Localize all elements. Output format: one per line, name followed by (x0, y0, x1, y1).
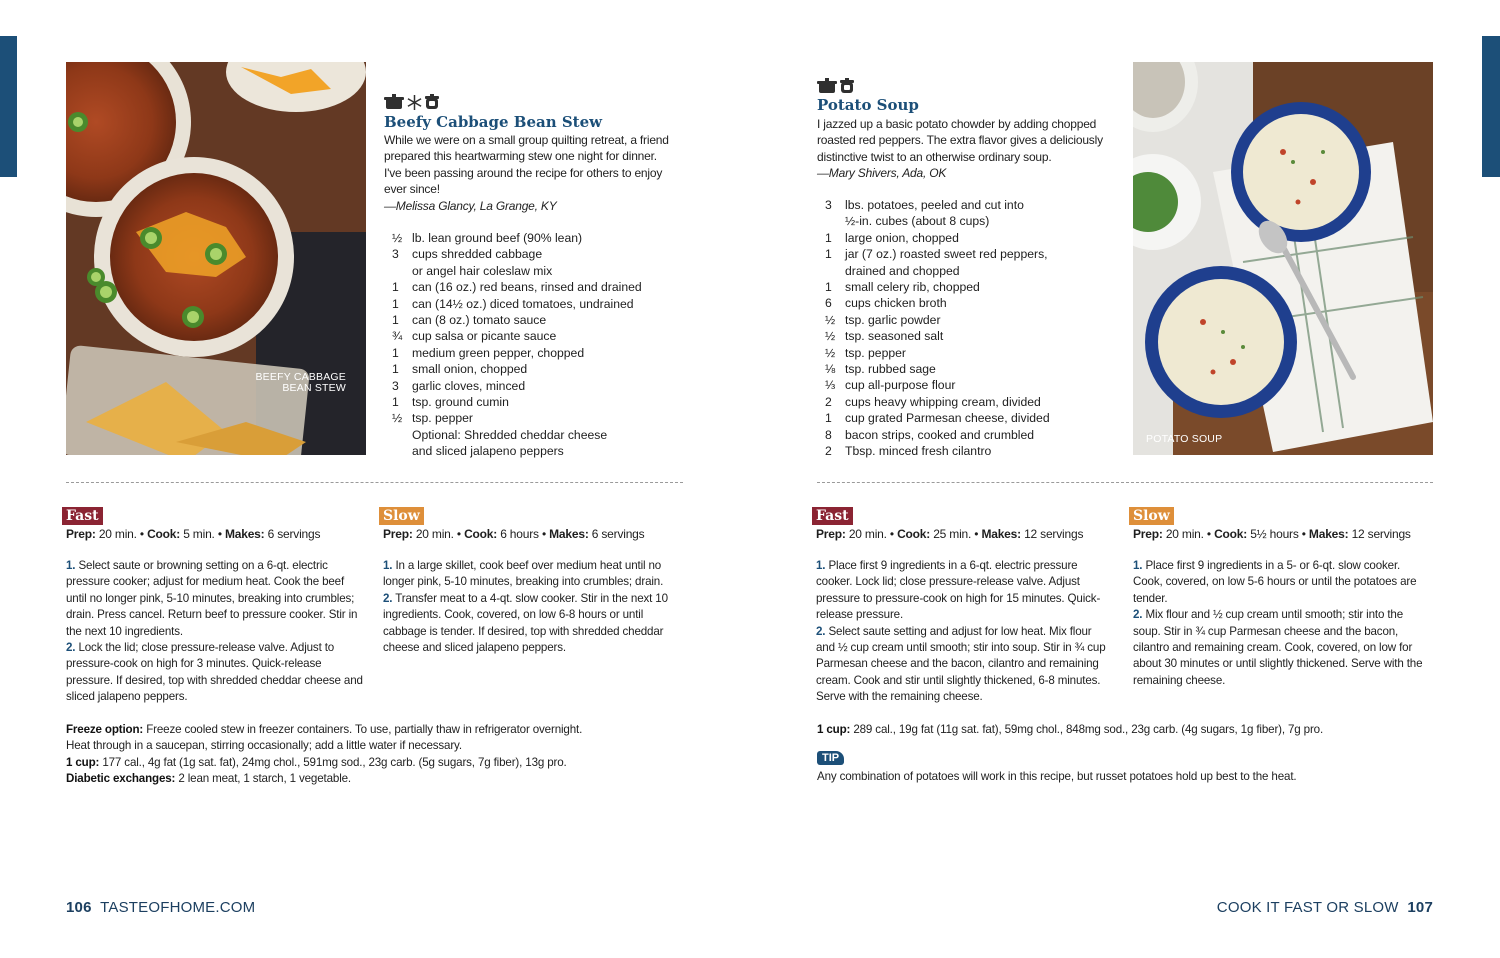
ingredient-row (817, 427, 1067, 443)
cook-label: Cook: (147, 527, 181, 541)
ingredient-text: cup salsa or picante sauce (412, 329, 557, 344)
ingredient-row (384, 279, 654, 295)
ingredient-text: tsp. ground cumin (412, 395, 509, 410)
slow-meta: Prep: 20 min. • Cook: 6 hours • Makes: 6 servings (383, 527, 645, 541)
ingredient-qty: ½ (825, 345, 836, 360)
ingredient-qty: 1 (825, 280, 832, 295)
left-divider (66, 482, 683, 483)
ingredient-text: lb. lean ground beef (90% lean) (412, 231, 583, 245)
step (1133, 607, 1431, 689)
prep-label: Prep: (383, 527, 413, 541)
fast-steps (66, 558, 366, 706)
ingredient-qty: 3 (825, 198, 832, 212)
cook-value: 5½ hours (1250, 527, 1299, 541)
ingredient-text: garlic cloves, minced (412, 378, 526, 393)
ingredient-row (817, 295, 1067, 311)
ingredient-row (817, 246, 1067, 279)
cook-label: Cook: (464, 527, 498, 541)
right-divider (817, 482, 1433, 483)
makes-value: 6 servings (591, 527, 645, 541)
step-number: 1. (1133, 559, 1143, 572)
step (383, 558, 683, 591)
prep-label: Prep: (816, 527, 846, 541)
ingredient-text: Optional: Shredded cheddar cheese and sliced jalapeno peppers (412, 427, 608, 459)
ingredient-row (817, 345, 1067, 361)
beef-stew-title: Beefy Cabbage Bean Stew (384, 113, 603, 131)
ingredient-text: cups chicken broth (845, 296, 947, 311)
ingredient-qty: ½ (392, 411, 403, 426)
step-text: Lock the lid; close pressure-release valve. Adjust to pressure-cook on high for 3 minutes. Quick-release pressure. If desired, top with shredded cheddar cheese and sliced jalapeno peppers. (66, 641, 363, 704)
slow-meta: Prep: 20 min. • Cook: 5½ hours • Makes: 12 servings (1133, 527, 1411, 541)
cook-value: 6 hours (500, 527, 539, 541)
pressure-cooker-icon (817, 78, 837, 94)
step (816, 558, 1108, 624)
ingredient-qty: 2 (825, 444, 832, 459)
slow-badge: Slow (379, 507, 424, 525)
step-number: 2. (1133, 608, 1143, 622)
fast-steps (816, 558, 1108, 706)
cook-value: 25 min. (933, 527, 972, 541)
ingredient-qty: 1 (392, 395, 399, 410)
intro-text: While we were on a small group quilting retreat, a friend prepared this heartwarming stew one night for dinner. I've been passing around the recipe for others to enjoy ever since! (384, 133, 669, 197)
ingredient-row (817, 328, 1067, 344)
slow-steps (1133, 558, 1431, 689)
running-head: TASTEOFHOME.COM (100, 899, 256, 916)
nutrition-text: 177 cal., 4g fat (1g sat. fat), 24mg chol., 591mg sod., 23g carb. (5g sugars, 7g fiber), 13g pro. (102, 755, 567, 769)
tip-badge: TIP (817, 751, 844, 765)
ingredient-row (817, 443, 1067, 459)
step-number: 1. (66, 559, 76, 572)
ingredient-qty: 1 (825, 411, 832, 426)
ingredient-row (817, 377, 1067, 393)
potato-soup-ingredients (817, 197, 1067, 460)
right-nutrition (817, 722, 1417, 738)
ingredient-qty: 3 (392, 247, 399, 262)
cook-label: Cook: (1214, 527, 1248, 541)
step-text: Transfer meat to a 4-qt. slow cooker. Stir in the next 10 ingredients. Cook, covered, on low 6-8 hours or until cabbage is tender. If desired, top with shredded cheddar cheese and sliced jalapeno peppers. (383, 591, 668, 655)
beef-stew-photo (66, 62, 366, 455)
page-number: 107 (1407, 899, 1433, 916)
ingredient-row (384, 427, 654, 460)
left-method-icons (384, 94, 439, 110)
ingredient-text: can (8 oz.) tomato sauce (412, 313, 547, 328)
ingredient-text: tsp. pepper (845, 345, 906, 360)
cook-label: Cook: (897, 527, 931, 541)
makes-value: 12 servings (1351, 527, 1411, 541)
makes-label: Makes: (549, 527, 589, 541)
left-folio (66, 899, 255, 917)
ingredient-text: small celery rib, chopped (845, 280, 980, 295)
ingredient-qty: 6 (825, 296, 832, 311)
ingredient-qty: ½ (392, 231, 403, 245)
ingredient-text: can (16 oz.) red beans, rinsed and drained (412, 280, 642, 295)
fast-meta: Prep: 20 min. • Cook: 25 min. • Makes: 12 servings (816, 527, 1084, 541)
right-edge-tab (1482, 36, 1500, 177)
ingredient-text: tsp. rubbed sage (845, 362, 936, 377)
ingredient-qty: 1 (392, 313, 399, 328)
ingredient-text: cup all-purpose flour (845, 378, 956, 393)
attribution: —Melissa Glancy, La Grange, KY (384, 198, 557, 213)
potato-soup-intro (817, 116, 1107, 182)
ingredient-qty: 1 (825, 230, 832, 245)
prep-label: Prep: (1133, 527, 1163, 541)
step (66, 558, 366, 640)
running-head: COOK IT FAST OR SLOW (1216, 899, 1399, 916)
cook-value: 5 min. (183, 527, 215, 541)
ingredient-qty: ⅓ (825, 378, 836, 393)
ingredient-qty: 1 (825, 247, 832, 262)
fast-badge: Fast (812, 507, 853, 525)
ingredient-row (384, 394, 654, 410)
fast-badge: Fast (62, 507, 103, 525)
fast-meta: Prep: 20 min. • Cook: 5 min. • Makes: 6 servings (66, 527, 321, 541)
ingredient-text: medium green pepper, chopped (412, 345, 585, 360)
ingredient-text: cups heavy whipping cream, divided (845, 394, 1041, 409)
freezer-snowflake-icon (407, 95, 422, 110)
pressure-cooker-icon (384, 94, 404, 110)
ingredient-text: large onion, chopped (845, 230, 959, 245)
slow-cooker-icon (425, 94, 439, 110)
slow-badge: Slow (1129, 507, 1174, 525)
step-number: 2. (383, 591, 393, 605)
nutrition-label: 1 cup: (66, 755, 100, 769)
ingredient-qty: ¾ (392, 329, 403, 344)
beef-stew-photo-caption: BEEFY CABBAGE BEAN STEW (255, 371, 346, 394)
ingredient-row (817, 361, 1067, 377)
step-number: 1. (816, 559, 826, 572)
makes-label: Makes: (1308, 527, 1349, 541)
ingredient-qty: ⅛ (825, 362, 836, 377)
ingredient-qty (384, 427, 412, 460)
potato-soup-photo (1133, 62, 1433, 455)
step-text: In a large skillet, cook beef over medium heat until no longer pink, 5-10 minutes, breaking into crumbles; drain. (383, 559, 664, 589)
step-number: 1. (383, 559, 393, 572)
prep-value: 20 min. (98, 527, 137, 541)
diabetic-exchanges (66, 771, 606, 787)
step-text: Select saute setting and adjust for low heat. Mix flour and ½ cup cream until smooth; stir into soup. Stir in ¾ cup Parmesan cheese and the bacon, cilantro and remaining cream. Cook and stir until slightly thickened, 6-8 minutes. Serve with the remaining cheese. (816, 624, 1106, 704)
ingredient-qty: ½ (825, 329, 836, 344)
ingredient-row (817, 394, 1067, 410)
slow-cooker-icon (840, 78, 854, 94)
ingredient-row (384, 361, 654, 377)
ingredient-qty: 1 (392, 296, 399, 311)
ingredient-text: lbs. potatoes, peeled and cut into ½-in. cubes (about 8 cups) (845, 198, 1024, 229)
beef-stew-ingredients (384, 230, 654, 460)
ingredient-row (384, 378, 654, 394)
left-notes (66, 722, 606, 788)
ingredient-row (384, 328, 654, 344)
ingredient-qty: 1 (392, 280, 399, 295)
ingredient-text: Tbsp. minced fresh cilantro (845, 444, 992, 459)
slow-steps (383, 558, 683, 656)
ingredient-qty: 3 (392, 378, 399, 393)
ingredient-row (384, 345, 654, 361)
ingredient-text: tsp. pepper (412, 411, 473, 426)
ingredient-text: bacon strips, cooked and crumbled (845, 427, 1035, 442)
ingredient-text: tsp. seasoned salt (845, 329, 944, 344)
left-edge-tab (0, 36, 17, 177)
ingredient-row (384, 312, 654, 328)
ingredient-row (384, 410, 654, 426)
nutrition-label: 1 cup: (817, 723, 851, 736)
makes-label: Makes: (981, 527, 1021, 541)
ingredient-qty: 8 (825, 427, 832, 442)
ingredient-qty: 1 (392, 362, 399, 377)
attribution: —Mary Shivers, Ada, OK (817, 166, 947, 181)
ingredient-qty: 2 (825, 394, 832, 409)
ingredient-row (817, 312, 1067, 328)
step (816, 624, 1108, 706)
step-text: Place first 9 ingredients in a 6-qt. electric pressure cooker. Lock lid; close pressure-release valve. Adjust pressure to pressure-cook on high for 15 minutes. Quick-release pressure. (816, 559, 1101, 622)
ingredient-row (384, 230, 654, 246)
step (66, 640, 366, 706)
step (383, 591, 683, 657)
step-text: Select saute or browning setting on a 6-qt. electric pressure cooker; adjust for medium heat. Cook the beef until no longer pink, 5-10 minutes, breaking into crumbles; drain. Press cancel. Return beef to pressure cooker. Stir in the next 10 ingredients. (66, 559, 358, 638)
right-folio (1217, 899, 1433, 917)
ingredient-row (384, 246, 654, 279)
makes-value: 6 servings (267, 527, 321, 541)
prep-label: Prep: (66, 527, 96, 541)
ingredient-text: jar (7 oz.) roasted sweet red peppers, drained and chopped (845, 247, 1048, 278)
freeze-option (66, 722, 606, 755)
tip-text: Any combination of potatoes will work in this recipe, but russet potatoes hold up best to the heat. (817, 770, 1297, 783)
step-number: 2. (816, 624, 826, 638)
makes-value: 12 servings (1024, 527, 1084, 541)
right-method-icons (817, 78, 854, 94)
freeze-text: Freeze cooled stew in freezer containers. To use, partially thaw in refrigerator overnight. Heat through in a saucepan, stirring occasionally; add a little water if necessary. (66, 723, 583, 753)
makes-label: Makes: (224, 527, 265, 541)
prep-value: 20 min. (415, 527, 454, 541)
potato-soup-title: Potato Soup (817, 96, 919, 114)
exchanges-text: 2 lean meat, 1 starch, 1 vegetable. (178, 772, 351, 786)
freeze-label: Freeze option: (66, 723, 144, 736)
ingredient-text: cups shredded cabbage or angel hair coleslaw mix (412, 247, 553, 278)
ingredient-row (384, 296, 654, 312)
ingredient-text: small onion, chopped (412, 362, 528, 377)
page-number: 106 (66, 899, 92, 916)
beef-stew-intro (384, 132, 674, 214)
step (1133, 558, 1431, 607)
prep-value: 20 min. (848, 527, 887, 541)
prep-value: 20 min. (1165, 527, 1204, 541)
ingredient-qty: 1 (392, 345, 399, 360)
nutrition-text: 289 cal., 19g fat (11g sat. fat), 59mg chol., 848mg sod., 23g carb. (4g sugars, 1g fiber), 7g pro. (853, 723, 1324, 736)
intro-text: I jazzed up a basic potato chowder by adding chopped roasted red peppers. The extra flavor gives a deliciously distinctive twist to an otherwise ordinary soup. (817, 117, 1103, 164)
ingredient-row (817, 230, 1067, 246)
ingredient-text: cup grated Parmesan cheese, divided (845, 411, 1050, 426)
ingredient-row (817, 279, 1067, 295)
ingredient-text: tsp. garlic powder (845, 312, 941, 327)
step-number: 2. (66, 641, 76, 655)
ingredient-row (817, 410, 1067, 426)
ingredient-text: can (14½ oz.) diced tomatoes, undrained (412, 296, 634, 311)
exchanges-label: Diabetic exchanges: (66, 772, 176, 786)
step-text: Place first 9 ingredients in a 5- or 6-qt. slow cooker. Cook, covered, on low 5-6 hours or until the potatoes are tender. (1133, 559, 1417, 605)
nutrition (66, 755, 606, 771)
ingredient-row (817, 197, 1067, 230)
potato-soup-photo-caption: POTATO SOUP (1146, 433, 1223, 445)
step-text: Mix flour and ½ cup cream until smooth; stir into the soup. Stir in ¾ cup Parmesan cheese and the bacon, cilantro and remaining cream. Cook, covered, on low for about 30 minutes or until slightly thickened. Serve with the remaining cheese. (1133, 608, 1423, 687)
ingredient-qty: ½ (825, 312, 836, 327)
